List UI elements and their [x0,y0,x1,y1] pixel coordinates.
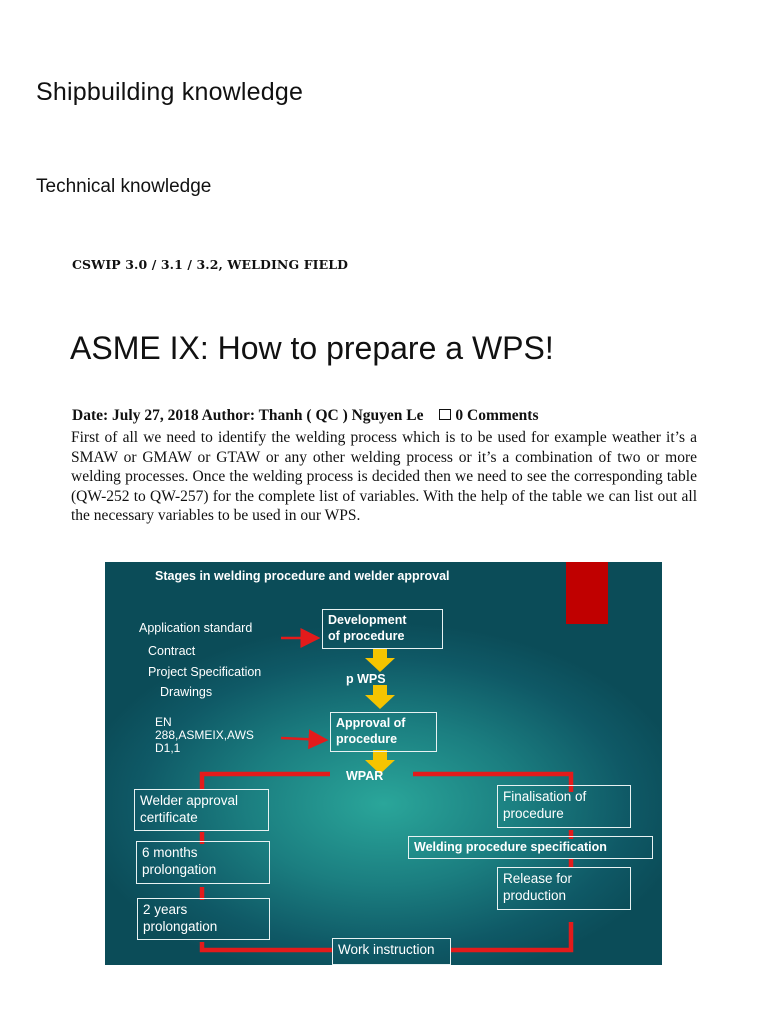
down-arrow-2 [365,685,395,709]
contract-label: Contract [148,644,196,658]
comment-icon [439,409,451,420]
post-meta [72,407,539,425]
loop-bottom-left [202,942,332,950]
approval-box: Approval of procedure [330,712,437,752]
wpar-label: WPAR [346,769,384,783]
accent-block [566,562,608,624]
work-instruction-box: Work instruction [332,938,451,965]
development-box: Development of procedure [322,609,443,649]
loop-bottom-right [451,922,571,950]
comments-link[interactable]: 0 Comments [455,407,539,424]
release-box: Release for production [497,867,631,910]
post-body: First of all we need to identify the welding process which is to be used for example weather it’s a SMAW or GMAW or GTAW or any other welding process or it’s a combination of two or more welding processes. Once the welding process is decided then we need to see the corresponding table (QW-252 to QW-257) for the complete list of variables. With the help of the table we can list out all the necessary variables to be used in our WPS. [71,429,697,524]
drawings-label: Drawings [160,685,213,699]
post-author[interactable]: Author: Thanh ( QC ) Nguyen Le [201,407,424,424]
project-specification-label: Project Specification [148,665,262,679]
welder-approval-box: Welder approval certificate [134,789,269,831]
site-title[interactable]: Shipbuilding knowledge [36,78,304,106]
application-standard-label: Application standard [139,621,253,635]
figure-title: Stages in welding procedure and welder approval [155,569,450,583]
post-title: ASME IX: How to prepare a WPS! [70,330,554,366]
two-years-box: 2 years prolongation [137,898,270,940]
welding-procedure-figure [105,562,662,965]
loop-left-top [202,774,330,789]
wps-box: Welding procedure specification [408,836,653,859]
input-arrow-codes [281,738,326,740]
post-category[interactable]: CSWIP 3.0 / 3.1 / 3.2, WELDING FIELD [72,257,349,272]
standards-list: EN 288,ASMEIX,AWS D1,1 [155,715,254,755]
section-title[interactable]: Technical knowledge [36,176,212,197]
six-months-box: 6 months prolongation [136,841,270,884]
finalisation-box: Finalisation of procedure [497,785,631,828]
post-date: Date: July 27, 2018 [72,407,199,424]
pwps-label: p WPS [346,672,386,686]
down-arrow-1 [365,648,395,672]
